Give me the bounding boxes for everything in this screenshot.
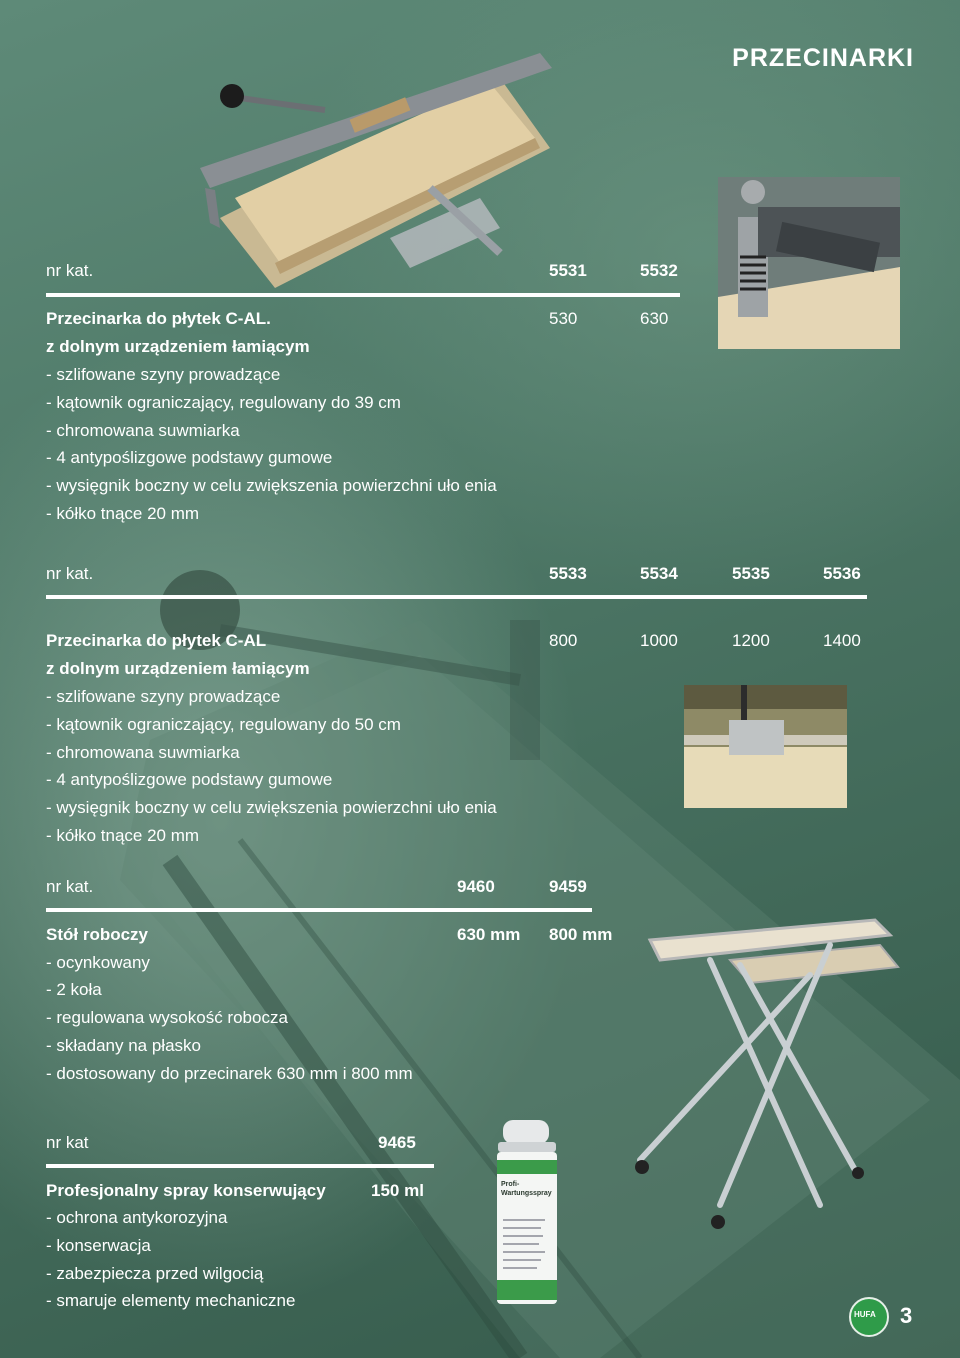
section1-feature: - chromowana suwmiarka <box>46 421 240 440</box>
work-table-photo <box>630 905 900 1235</box>
section1-code-1: 5531 <box>549 261 587 280</box>
section3-feature: - dostosowany do przecinarek 630 mm i 800 mm <box>46 1064 413 1083</box>
section1-feature: - kątownik ograniczający, regulowany do 39 cm <box>46 393 401 412</box>
section3-feature: - ocynkowany <box>46 953 150 972</box>
section1-size-1: 530 <box>549 309 578 328</box>
section3-code-1: 9460 <box>457 877 495 896</box>
section3-code-2: 9459 <box>549 877 587 896</box>
section3-feature: - regulowana wysokość robocza <box>46 1008 288 1027</box>
section1-feature: - wysięgnik boczny w celu zwiększenia powierzchni uło enia <box>46 476 497 495</box>
section2-divider <box>46 595 867 599</box>
section2-size-2: 1000 <box>640 631 678 650</box>
section4-size-1: 150 ml <box>371 1181 424 1200</box>
section3-catalog-label: nr kat. <box>46 877 94 896</box>
section4-product-name: Profesjonalny spray konserwujący <box>46 1181 326 1200</box>
brand-logo-text: HUFA <box>854 1310 876 1319</box>
section1-catalog-label: nr kat. <box>46 261 94 280</box>
section2-product-name: Przecinarka do płytek C-AL <box>46 631 267 650</box>
spray-label-title: Profi-Wartungsspray <box>501 1181 552 1197</box>
section4-divider <box>46 1164 434 1168</box>
section1-divider <box>46 293 680 297</box>
section2-feature: - kątownik ograniczający, regulowany do 50 cm <box>46 715 401 734</box>
section4-feature: - ochrona antykorozyjna <box>46 1208 228 1227</box>
section1-product-name: Przecinarka do płytek C-AL. <box>46 309 271 328</box>
section1-feature: - szlifowane szyny prowadzące <box>46 365 281 384</box>
section1-size-2: 630 <box>640 309 669 328</box>
section3-product-name: Stół roboczy <box>46 925 149 944</box>
section2-size-3: 1200 <box>732 631 770 650</box>
section3-feature: - składany na płasko <box>46 1036 201 1055</box>
section2-code-3: 5535 <box>732 564 770 583</box>
section1-subtitle: z dolnym urządzeniem łamiącym <box>46 337 310 356</box>
section2-feature: - 4 antypoślizgowe podstawy gumowe <box>46 770 333 789</box>
section2-code-2: 5534 <box>640 564 678 583</box>
section2-feature: - wysięgnik boczny w celu zwiększenia powierzchni uło enia <box>46 798 497 817</box>
section2-feature: - szlifowane szyny prowadzące <box>46 687 281 706</box>
section4-feature: - smaruje elementy mechaniczne <box>46 1291 296 1310</box>
section2-size-1: 800 <box>549 631 578 650</box>
section4-catalog-label: nr kat <box>46 1133 89 1152</box>
section3-size-1: 630 mm <box>457 925 521 944</box>
section1-feature: - kółko tnące 20 mm <box>46 504 200 523</box>
spray-can-photo <box>495 1120 559 1306</box>
section2-feature: - chromowana suwmiarka <box>46 743 240 762</box>
section4-code-1: 9465 <box>378 1133 416 1152</box>
section3-feature: - 2 koła <box>46 980 102 999</box>
section2-code-4: 5536 <box>823 564 861 583</box>
section4-feature: - konserwacja <box>46 1236 151 1255</box>
page-title: PRZECINARKI <box>732 44 914 72</box>
section2-feature: - kółko tnące 20 mm <box>46 826 200 845</box>
section2-code-1: 5533 <box>549 564 587 583</box>
section3-size-2: 800 mm <box>549 925 613 944</box>
tile-cutter-photo <box>180 38 570 290</box>
section4-feature: - zabezpiecza przed wilgocią <box>46 1264 264 1283</box>
brand-logo <box>849 1297 889 1337</box>
page-number: 3 <box>900 1303 913 1328</box>
section2-size-4: 1400 <box>823 631 861 650</box>
section2-subtitle: z dolnym urządzeniem łamiącym <box>46 659 310 678</box>
rail-detail-photo <box>684 685 847 808</box>
section3-divider <box>46 908 592 912</box>
section1-feature: - 4 antypoślizgowe podstawy gumowe <box>46 448 333 467</box>
section1-code-2: 5532 <box>640 261 678 280</box>
cutting-head-photo <box>718 177 900 349</box>
section2-catalog-label: nr kat. <box>46 564 94 583</box>
